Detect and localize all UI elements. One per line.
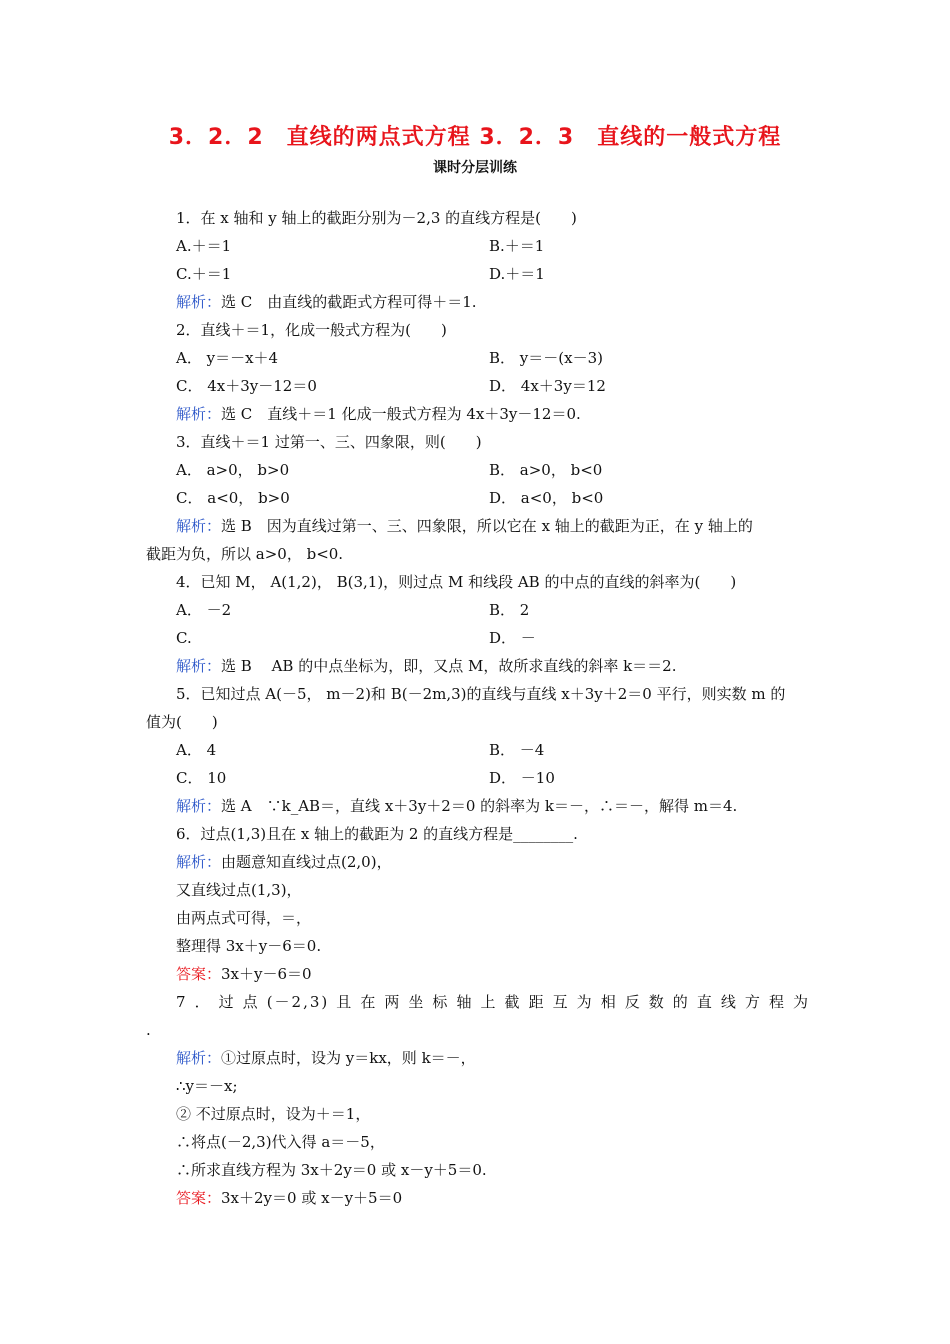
question-3-options-cd — [146, 484, 810, 512]
analysis-label: 解析： — [176, 657, 222, 675]
analysis-label: 解析： — [176, 797, 222, 815]
page-subtitle: 课时分层训练 — [433, 160, 517, 176]
question-1-options-cd — [146, 260, 810, 288]
analysis-5 — [146, 792, 810, 820]
question-6: 6．过点(1,3)且在 x 轴上的截距为 2 的直线方程是________. — [176, 825, 578, 843]
question-1-options-ab — [146, 232, 810, 260]
answer-label: 答案： — [176, 965, 222, 983]
analysis-text: ①过原点时，设为 y＝kx，则 k＝－， — [221, 1049, 476, 1067]
analysis-7-line-3: ② 不过原点时，设为＋＝1， — [176, 1105, 371, 1123]
question-1: 1．在 x 轴和 y 轴上的截距分别为－2,3 的直线方程是( ) — [176, 209, 577, 227]
exercise-body — [146, 204, 810, 1212]
answer-text: 3x＋y－6＝0 — [221, 965, 312, 983]
option-c: C.＋＝1 — [176, 265, 232, 283]
question-2-options-ab — [146, 344, 810, 372]
analysis-text: 选 C 直线＋＝1 化成一般式方程为 4x＋3y－12＝0. — [221, 405, 581, 423]
question-4-options-ab — [146, 596, 810, 624]
option-b: B． a>0， b<0 — [489, 461, 603, 479]
analysis-7 — [146, 1044, 810, 1072]
option-c: C． 4x＋3y－12＝0 — [176, 377, 317, 395]
question-5-continued: 值为( ) — [146, 713, 218, 731]
answer-7 — [146, 1184, 810, 1212]
analysis-7-line-4: ∴将点(－2,3)代入得 a＝－5， — [176, 1133, 385, 1151]
option-d: D． －10 — [489, 769, 555, 787]
question-2-options-cd — [146, 372, 810, 400]
analysis-text: 选 B 因为直线过第一、三、四象限，所以它在 x 轴上的截距为正，在 y 轴上的 — [221, 517, 753, 535]
analysis-text: 选 A ∵k_AB＝，直线 x＋3y＋2＝0 的斜率为 k＝－，∴＝－，解得 m＝4. — [221, 797, 738, 815]
answer-label: 答案： — [176, 1189, 222, 1207]
option-a: A.＋＝1 — [176, 237, 232, 255]
analysis-6-line-4: 整理得 3x＋y－6＝0. — [176, 937, 322, 955]
analysis-label: 解析： — [176, 405, 222, 423]
option-d: D． a<0， b<0 — [489, 489, 604, 507]
analysis-3 — [146, 512, 810, 540]
question-7: 7．过点(－2,3)且在两坐标轴上截距互为相反数的直线方程为 — [176, 993, 810, 1011]
analysis-label: 解析： — [176, 517, 222, 535]
analysis-7-line-2: ∴y＝－x; — [176, 1077, 238, 1095]
question-5-options-ab — [146, 736, 810, 764]
analysis-6 — [146, 848, 810, 876]
option-d: D.＋＝1 — [489, 265, 545, 283]
page-title: 3．2．2 直线的两点式方程 3．2．3 直线的一般式方程 — [168, 125, 782, 150]
question-2: 2．直线＋＝1，化成一般式方程为( ) — [176, 321, 447, 339]
analysis-3-continued: 截距为负，所以 a>0， b<0. — [146, 545, 344, 563]
answer-text: 3x＋2y＝0 或 x－y＋5＝0 — [221, 1189, 403, 1207]
analysis-label: 解析： — [176, 1049, 222, 1067]
analysis-7-line-5: ∴所求直线方程为 3x＋2y＝0 或 x－y＋5＝0. — [176, 1161, 487, 1179]
analysis-text: 选 C 由直线的截距式方程可得＋＝1. — [221, 293, 477, 311]
analysis-6-line-3: 由两点式可得，＝， — [176, 909, 312, 927]
option-b: B． －4 — [489, 741, 545, 759]
analysis-1 — [146, 288, 810, 316]
question-3-options-ab — [146, 456, 810, 484]
option-d: D． 4x＋3y＝12 — [489, 377, 606, 395]
option-b: B.＋＝1 — [489, 237, 545, 255]
analysis-2 — [146, 400, 810, 428]
question-4: 4．已知 M， A(1,2)， B(3,1)，则过点 M 和线段 AB 的中点的直线的斜率为( ) — [176, 573, 737, 591]
analysis-6-line-2: 又直线过点(1,3)， — [176, 881, 302, 899]
analysis-text: 由题意知直线过点(2,0)， — [221, 853, 392, 871]
option-a: A． a>0， b>0 — [176, 461, 290, 479]
option-a: A． 4 — [176, 741, 217, 759]
option-c: C. — [176, 629, 192, 647]
answer-6 — [146, 960, 810, 988]
question-7-continued: . — [146, 1021, 151, 1039]
question-5-options-cd — [146, 764, 810, 792]
option-d: D． － — [489, 629, 536, 647]
option-b: B． y＝－(x－3) — [489, 349, 603, 367]
question-5: 5．已知过点 A(－5， m－2)和 B(－2m,3)的直线与直线 x＋3y＋2＝0 平行，则实数 m 的 — [176, 685, 786, 703]
question-3: 3．直线＋＝1 过第一、三、四象限，则( ) — [176, 433, 482, 451]
analysis-4 — [146, 652, 810, 680]
analysis-text: 选 B AB 的中点坐标为，即，又点 M，故所求直线的斜率 k＝＝2. — [221, 657, 677, 675]
option-a: A． －2 — [176, 601, 232, 619]
option-c: C． a<0， b>0 — [176, 489, 290, 507]
option-c: C． 10 — [176, 769, 227, 787]
question-4-options-cd — [146, 624, 810, 652]
option-a: A． y＝－x＋4 — [176, 349, 279, 367]
analysis-label: 解析： — [176, 293, 222, 311]
option-b: B． 2 — [489, 601, 530, 619]
analysis-label: 解析： — [176, 853, 222, 871]
